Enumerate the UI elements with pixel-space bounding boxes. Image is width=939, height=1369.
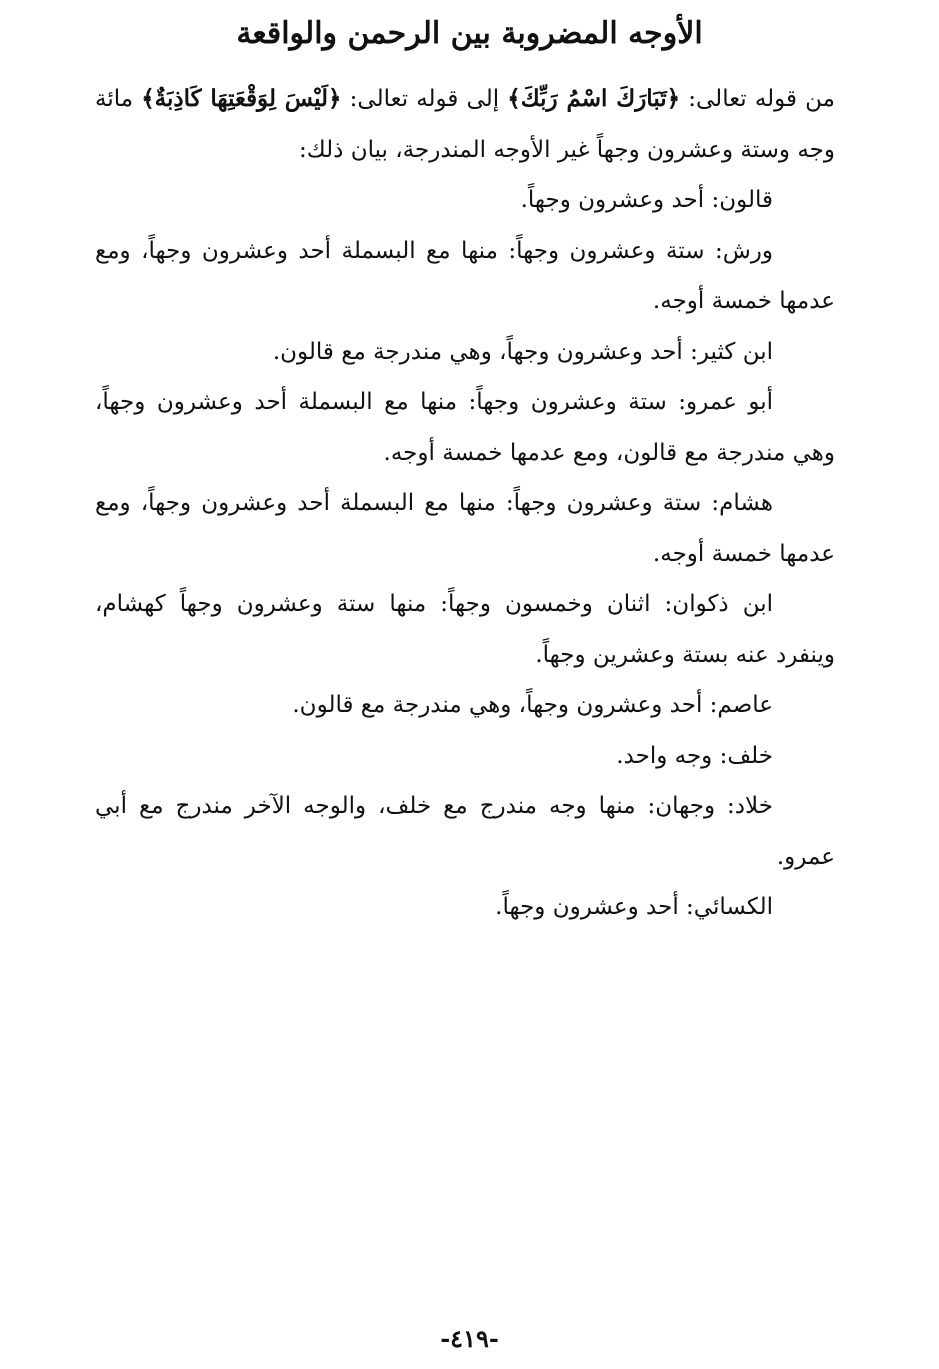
paragraph-abu-amr: أبو عمرو: ستة وعشرون وجهاً: منها مع البسملة أحد وعشرون وجهاً، وهي مندرجة مع قالون، ومع عدمها خمسة أوجه. <box>95 389 835 466</box>
paragraph-ibn-kathir: ابن كثير: أحد وعشرون وجهاً، وهي مندرجة مع قالون. <box>272 338 773 365</box>
intro-text-3: مائة وجه وستة وعشرون وجهاً غير الأوجه المندرجة، بيان ذلك: <box>95 86 835 163</box>
paragraph-qalun: قالون: أحد وعشرون وجهاً. <box>520 187 773 213</box>
quran-quote-start: ﴿تَبَارَكَ اسْمُ رَبِّكَ﴾ <box>507 85 681 112</box>
quran-quote-end: ﴿لَيْسَ لِوَقْعَتِهَا كَاذِبَةٌ﴾ <box>141 85 342 112</box>
intro-text-2: إلى قوله تعالى: <box>341 86 508 112</box>
paragraph-khalaf: خلف: وجه واحد. <box>616 742 773 769</box>
body-text <box>95 74 835 933</box>
paragraph-ibn-dhakwan: ابن ذكوان: اثنان وخمسون وجهاً: منها ستة وعشرون وجهاً كهشام، وينفرد عنه بستة وعشرين وجهاً. <box>95 591 835 668</box>
intro-paragraph <box>95 74 835 175</box>
paragraph-warsh: ورش: ستة وعشرون وجهاً: منها مع البسملة أحد وعشرون وجهاً، ومع عدمها خمسة أوجه. <box>95 237 835 314</box>
paragraph-kisai: الكسائي: أحد وعشرون وجهاً. <box>495 894 773 920</box>
intro-text-1: من قوله تعالى: <box>680 86 835 112</box>
paragraph-khallad: خلاد: وجهان: منها وجه مندرج مع خلف، والوجه الآخر مندرج مع أبي عمرو. <box>95 793 835 870</box>
paragraph-hisham: هشام: ستة وعشرون وجهاً: منها مع البسملة أحد وعشرون وجهاً، ومع عدمها خمسة أوجه. <box>95 490 835 567</box>
paragraph-asim: عاصم: أحد وعشرون وجهاً، وهي مندرجة مع قالون. <box>292 692 773 718</box>
page-number: -٤١٩- <box>440 1324 499 1353</box>
page-title: الأوجه المضروبة بين الرحمن والواقعة <box>236 16 703 51</box>
